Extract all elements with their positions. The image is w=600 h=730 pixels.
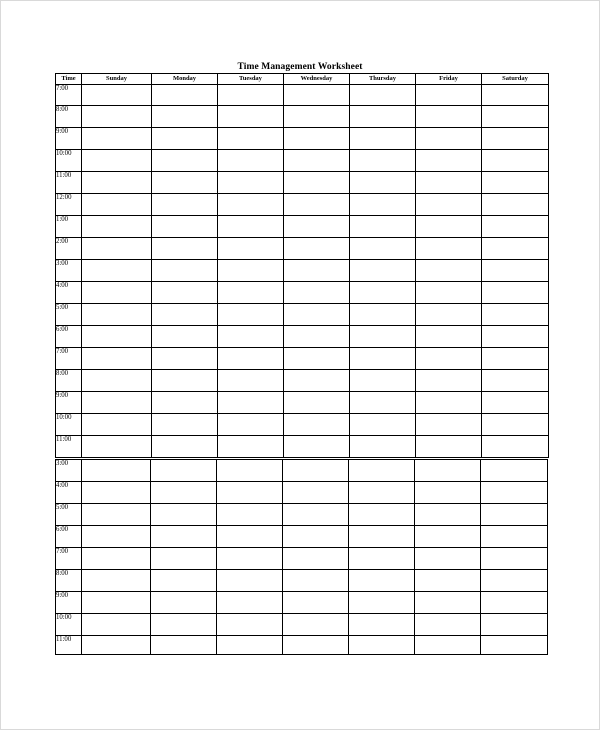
schedule-cell-monday[interactable] xyxy=(152,238,218,260)
schedule-cell-sunday[interactable] xyxy=(82,392,152,414)
schedule-cell-wednesday[interactable] xyxy=(284,85,350,106)
column-header-sunday: Sunday xyxy=(82,74,152,85)
schedule-cell-friday[interactable] xyxy=(415,614,481,636)
schedule-cell-sunday[interactable] xyxy=(82,504,151,526)
schedule-cell-wednesday[interactable] xyxy=(284,392,350,414)
schedule-cell-tuesday[interactable] xyxy=(218,304,284,326)
schedule-cell-sunday[interactable] xyxy=(82,414,152,436)
time-slot-label: 10:00 xyxy=(56,614,82,636)
schedule-cell-tuesday[interactable] xyxy=(218,194,284,216)
schedule-row xyxy=(56,504,548,526)
schedule-cell-tuesday[interactable] xyxy=(218,414,284,436)
schedule-cell-thursday[interactable] xyxy=(350,216,416,238)
schedule-cell-thursday[interactable] xyxy=(350,194,416,216)
schedule-cell-tuesday[interactable] xyxy=(218,106,284,128)
schedule-cell-monday[interactable] xyxy=(152,304,218,326)
schedule-cell-friday[interactable] xyxy=(416,370,482,392)
schedule-cell-tuesday[interactable] xyxy=(218,282,284,304)
schedule-cell-thursday[interactable] xyxy=(350,414,416,436)
schedule-cell-wednesday[interactable] xyxy=(284,414,350,436)
schedule-cell-saturday[interactable] xyxy=(482,414,549,436)
schedule-cell-monday[interactable] xyxy=(151,614,217,636)
schedule-cell-friday[interactable] xyxy=(416,216,482,238)
schedule-cell-monday[interactable] xyxy=(152,128,218,150)
schedule-cell-friday[interactable] xyxy=(415,636,481,655)
schedule-cell-wednesday[interactable] xyxy=(283,482,349,504)
schedule-row xyxy=(56,592,548,614)
schedule-cell-thursday[interactable] xyxy=(350,172,416,194)
schedule-cell-saturday[interactable] xyxy=(482,304,549,326)
schedule-cell-friday[interactable] xyxy=(416,172,482,194)
schedule-cell-sunday[interactable] xyxy=(82,614,151,636)
schedule-cell-wednesday[interactable] xyxy=(284,128,350,150)
schedule-row xyxy=(56,106,549,128)
schedule-cell-tuesday[interactable] xyxy=(218,370,284,392)
time-slot-label: 9:00 xyxy=(56,592,82,614)
schedule-cell-sunday[interactable] xyxy=(82,548,151,570)
schedule-cell-saturday[interactable] xyxy=(482,436,549,458)
column-header-wednesday: Wednesday xyxy=(284,74,350,85)
schedule-cell-wednesday[interactable] xyxy=(284,326,350,348)
schedule-cell-tuesday[interactable] xyxy=(217,592,283,614)
schedule-cell-friday[interactable] xyxy=(416,436,482,458)
schedule-cell-wednesday[interactable] xyxy=(284,150,350,172)
schedule-cell-thursday[interactable] xyxy=(350,326,416,348)
schedule-cell-saturday[interactable] xyxy=(482,370,549,392)
schedule-row xyxy=(56,282,549,304)
schedule-cell-friday[interactable] xyxy=(416,304,482,326)
schedule-cell-sunday[interactable] xyxy=(82,282,152,304)
schedule-cell-friday[interactable] xyxy=(415,548,481,570)
schedule-cell-tuesday[interactable] xyxy=(218,260,284,282)
schedule-cell-monday[interactable] xyxy=(152,414,218,436)
schedule-cell-sunday[interactable] xyxy=(82,460,151,482)
schedule-cell-tuesday[interactable] xyxy=(218,238,284,260)
schedule-row xyxy=(56,370,549,392)
schedule-cell-saturday[interactable] xyxy=(481,548,548,570)
schedule-row xyxy=(56,194,549,216)
schedule-cell-thursday[interactable] xyxy=(350,150,416,172)
schedule-cell-thursday[interactable] xyxy=(350,392,416,414)
schedule-cell-sunday[interactable] xyxy=(82,260,152,282)
schedule-row xyxy=(56,548,548,570)
schedule-cell-saturday[interactable] xyxy=(482,282,549,304)
schedule-cell-wednesday[interactable] xyxy=(283,460,349,482)
schedule-cell-friday[interactable] xyxy=(415,526,481,548)
schedule-cell-sunday[interactable] xyxy=(82,482,151,504)
schedule-cell-friday[interactable] xyxy=(416,238,482,260)
schedule-cell-monday[interactable] xyxy=(151,636,217,655)
schedule-cell-wednesday[interactable] xyxy=(284,260,350,282)
schedule-cell-saturday[interactable] xyxy=(482,216,549,238)
schedule-cell-saturday[interactable] xyxy=(482,326,549,348)
column-header-saturday: Saturday xyxy=(482,74,549,85)
schedule-cell-sunday[interactable] xyxy=(82,636,151,655)
schedule-cell-sunday[interactable] xyxy=(82,85,152,106)
time-slot-label: 8:00 xyxy=(56,570,82,592)
schedule-cell-friday[interactable] xyxy=(416,128,482,150)
time-slot-label: 3:00 xyxy=(56,260,82,282)
schedule-cell-monday[interactable] xyxy=(152,370,218,392)
schedule-row xyxy=(56,414,549,436)
time-slot-label: 4:00 xyxy=(56,282,82,304)
schedule-cell-wednesday[interactable] xyxy=(283,570,349,592)
schedule-cell-sunday[interactable] xyxy=(82,194,152,216)
schedule-cell-friday[interactable] xyxy=(416,260,482,282)
schedule-cell-sunday[interactable] xyxy=(82,238,152,260)
time-slot-label: 9:00 xyxy=(56,392,82,414)
schedule-cell-monday[interactable] xyxy=(151,482,217,504)
schedule-cell-wednesday[interactable] xyxy=(284,304,350,326)
schedule-row xyxy=(56,172,549,194)
schedule-cell-tuesday[interactable] xyxy=(218,348,284,370)
schedule-cell-monday[interactable] xyxy=(152,194,218,216)
time-slot-label: 8:00 xyxy=(56,370,82,392)
schedule-cell-thursday[interactable] xyxy=(349,636,415,655)
schedule-cell-tuesday[interactable] xyxy=(217,482,283,504)
time-slot-label: 5:00 xyxy=(56,504,82,526)
schedule-cell-thursday[interactable] xyxy=(349,614,415,636)
schedule-cell-monday[interactable] xyxy=(152,85,218,106)
schedule-row xyxy=(56,636,548,655)
schedule-row xyxy=(56,150,549,172)
schedule-cell-thursday[interactable] xyxy=(349,570,415,592)
schedule-cell-saturday[interactable] xyxy=(482,85,549,106)
schedule-row xyxy=(56,128,549,150)
schedule-cell-monday[interactable] xyxy=(152,436,218,458)
schedule-cell-sunday[interactable] xyxy=(82,150,152,172)
schedule-row xyxy=(56,260,549,282)
schedule-cell-sunday[interactable] xyxy=(82,172,152,194)
schedule-cell-sunday[interactable] xyxy=(82,570,151,592)
column-header-thursday: Thursday xyxy=(350,74,416,85)
schedule-cell-tuesday[interactable] xyxy=(217,570,283,592)
schedule-cell-wednesday[interactable] xyxy=(284,348,350,370)
schedule-row xyxy=(56,570,548,592)
schedule-cell-friday[interactable] xyxy=(416,85,482,106)
schedule-cell-thursday[interactable] xyxy=(350,282,416,304)
schedule-cell-saturday[interactable] xyxy=(482,194,549,216)
time-slot-label: 9:00 xyxy=(56,128,82,150)
time-slot-label: 11:00 xyxy=(56,172,82,194)
column-header-monday: Monday xyxy=(152,74,218,85)
schedule-cell-tuesday[interactable] xyxy=(218,326,284,348)
time-slot-label: 7:00 xyxy=(56,348,82,370)
schedule-cell-sunday[interactable] xyxy=(82,370,152,392)
schedule-cell-sunday[interactable] xyxy=(82,592,151,614)
schedule-cell-sunday[interactable] xyxy=(82,106,152,128)
schedule-cell-thursday[interactable] xyxy=(349,526,415,548)
schedule-cell-wednesday[interactable] xyxy=(283,636,349,655)
schedule-row xyxy=(56,238,549,260)
schedule-cell-wednesday[interactable] xyxy=(284,370,350,392)
schedule-cell-thursday[interactable] xyxy=(349,482,415,504)
schedule-table-top xyxy=(55,73,549,458)
time-slot-label: 10:00 xyxy=(56,414,82,436)
time-slot-label: 7:00 xyxy=(56,85,82,106)
schedule-cell-wednesday[interactable] xyxy=(283,548,349,570)
schedule-row xyxy=(56,614,548,636)
schedule-cell-monday[interactable] xyxy=(152,260,218,282)
schedule-cell-friday[interactable] xyxy=(416,326,482,348)
schedule-cell-tuesday[interactable] xyxy=(218,172,284,194)
schedule-cell-thursday[interactable] xyxy=(349,548,415,570)
schedule-cell-monday[interactable] xyxy=(152,106,218,128)
schedule-cell-thursday[interactable] xyxy=(349,460,415,482)
schedule-cell-saturday[interactable] xyxy=(481,482,548,504)
worksheet-title: Time Management Worksheet xyxy=(237,62,363,72)
schedule-cell-friday[interactable] xyxy=(415,592,481,614)
schedule-cell-friday[interactable] xyxy=(416,282,482,304)
schedule-cell-friday[interactable] xyxy=(416,414,482,436)
schedule-cell-wednesday[interactable] xyxy=(284,436,350,458)
schedule-cell-saturday[interactable] xyxy=(481,614,548,636)
schedule-cell-friday[interactable] xyxy=(416,106,482,128)
schedule-cell-tuesday[interactable] xyxy=(217,614,283,636)
schedule-cell-sunday[interactable] xyxy=(82,348,152,370)
schedule-row xyxy=(56,85,549,106)
schedule-cell-tuesday[interactable] xyxy=(218,436,284,458)
time-slot-label: 6:00 xyxy=(56,326,82,348)
schedule-row xyxy=(56,526,548,548)
schedule-row xyxy=(56,216,549,238)
time-slot-label: 8:00 xyxy=(56,106,82,128)
schedule-row xyxy=(56,482,548,504)
schedule-cell-wednesday[interactable] xyxy=(284,106,350,128)
schedule-row xyxy=(56,460,548,482)
time-slot-label: 11:00 xyxy=(56,436,82,458)
schedule-cell-tuesday[interactable] xyxy=(217,460,283,482)
schedule-cell-thursday[interactable] xyxy=(350,370,416,392)
schedule-cell-thursday[interactable] xyxy=(350,304,416,326)
schedule-cell-monday[interactable] xyxy=(152,326,218,348)
schedule-cell-thursday[interactable] xyxy=(350,106,416,128)
schedule-cell-tuesday[interactable] xyxy=(218,85,284,106)
schedule-cell-tuesday[interactable] xyxy=(218,216,284,238)
schedule-cell-sunday[interactable] xyxy=(82,326,152,348)
schedule-cell-friday[interactable] xyxy=(416,392,482,414)
schedule-cell-monday[interactable] xyxy=(152,392,218,414)
schedule-cell-thursday[interactable] xyxy=(350,85,416,106)
schedule-cell-saturday[interactable] xyxy=(482,392,549,414)
schedule-cell-sunday[interactable] xyxy=(82,436,152,458)
header-row xyxy=(56,74,549,85)
schedule-table-bottom xyxy=(55,459,548,655)
schedule-row xyxy=(56,326,549,348)
schedule-cell-thursday[interactable] xyxy=(349,504,415,526)
schedule-cell-saturday[interactable] xyxy=(482,106,549,128)
schedule-cell-friday[interactable] xyxy=(415,504,481,526)
time-slot-label: 10:00 xyxy=(56,150,82,172)
schedule-cell-monday[interactable] xyxy=(151,592,217,614)
schedule-cell-saturday[interactable] xyxy=(481,570,548,592)
schedule-cell-saturday[interactable] xyxy=(481,504,548,526)
schedule-cell-saturday[interactable] xyxy=(481,636,548,655)
schedule-cell-wednesday[interactable] xyxy=(283,504,349,526)
schedule-cell-friday[interactable] xyxy=(416,150,482,172)
schedule-row xyxy=(56,436,549,458)
schedule-cell-sunday[interactable] xyxy=(82,128,152,150)
schedule-cell-monday[interactable] xyxy=(152,172,218,194)
time-slot-label: 4:00 xyxy=(56,482,82,504)
schedule-cell-monday[interactable] xyxy=(151,548,217,570)
schedule-cell-tuesday[interactable] xyxy=(218,150,284,172)
time-slot-label: 2:00 xyxy=(56,238,82,260)
schedule-cell-monday[interactable] xyxy=(151,460,217,482)
schedule-cell-sunday[interactable] xyxy=(82,304,152,326)
time-slot-label: 5:00 xyxy=(56,304,82,326)
column-header-time: Time xyxy=(56,74,82,85)
schedule-cell-saturday[interactable] xyxy=(482,238,549,260)
schedule-cell-tuesday[interactable] xyxy=(218,392,284,414)
schedule-cell-saturday[interactable] xyxy=(481,460,548,482)
schedule-cell-thursday[interactable] xyxy=(349,592,415,614)
schedule-cell-monday[interactable] xyxy=(151,570,217,592)
column-header-tuesday: Tuesday xyxy=(218,74,284,85)
time-slot-label: 11:00 xyxy=(56,636,82,655)
schedule-cell-wednesday[interactable] xyxy=(284,238,350,260)
schedule-cell-friday[interactable] xyxy=(415,482,481,504)
schedule-cell-friday[interactable] xyxy=(415,570,481,592)
column-header-friday: Friday xyxy=(416,74,482,85)
schedule-cell-wednesday[interactable] xyxy=(284,282,350,304)
schedule-row xyxy=(56,304,549,326)
schedule-cell-saturday[interactable] xyxy=(482,260,549,282)
schedule-row xyxy=(56,392,549,414)
schedule-cell-saturday[interactable] xyxy=(482,172,549,194)
schedule-cell-monday[interactable] xyxy=(152,348,218,370)
schedule-cell-thursday[interactable] xyxy=(350,128,416,150)
schedule-cell-tuesday[interactable] xyxy=(217,636,283,655)
schedule-cell-sunday[interactable] xyxy=(82,526,151,548)
schedule-cell-friday[interactable] xyxy=(416,194,482,216)
schedule-cell-monday[interactable] xyxy=(152,282,218,304)
schedule-cell-thursday[interactable] xyxy=(350,348,416,370)
schedule-cell-sunday[interactable] xyxy=(82,216,152,238)
time-slot-label: 12:00 xyxy=(56,194,82,216)
schedule-cell-monday[interactable] xyxy=(152,150,218,172)
schedule-cell-friday[interactable] xyxy=(415,460,481,482)
schedule-cell-wednesday[interactable] xyxy=(283,614,349,636)
schedule-cell-wednesday[interactable] xyxy=(284,216,350,238)
schedule-cell-wednesday[interactable] xyxy=(283,526,349,548)
time-slot-label: 1:00 xyxy=(56,216,82,238)
schedule-cell-saturday[interactable] xyxy=(481,526,548,548)
time-slot-label: 6:00 xyxy=(56,526,82,548)
schedule-cell-saturday[interactable] xyxy=(482,150,549,172)
time-slot-label: 3:00 xyxy=(56,460,82,482)
schedule-cell-tuesday[interactable] xyxy=(217,548,283,570)
schedule-cell-wednesday[interactable] xyxy=(284,194,350,216)
schedule-cell-monday[interactable] xyxy=(152,216,218,238)
schedule-cell-tuesday[interactable] xyxy=(217,526,283,548)
schedule-cell-monday[interactable] xyxy=(151,526,217,548)
schedule-cell-tuesday[interactable] xyxy=(218,128,284,150)
schedule-cell-saturday[interactable] xyxy=(482,128,549,150)
time-slot-label: 7:00 xyxy=(56,548,82,570)
schedule-row xyxy=(56,348,549,370)
schedule-cell-thursday[interactable] xyxy=(350,260,416,282)
schedule-cell-thursday[interactable] xyxy=(350,436,416,458)
schedule-cell-wednesday[interactable] xyxy=(283,592,349,614)
schedule-cell-saturday[interactable] xyxy=(481,592,548,614)
schedule-cell-friday[interactable] xyxy=(416,348,482,370)
schedule-cell-tuesday[interactable] xyxy=(217,504,283,526)
schedule-cell-monday[interactable] xyxy=(151,504,217,526)
schedule-cell-thursday[interactable] xyxy=(350,238,416,260)
schedule-cell-wednesday[interactable] xyxy=(284,172,350,194)
schedule-cell-saturday[interactable] xyxy=(482,348,549,370)
